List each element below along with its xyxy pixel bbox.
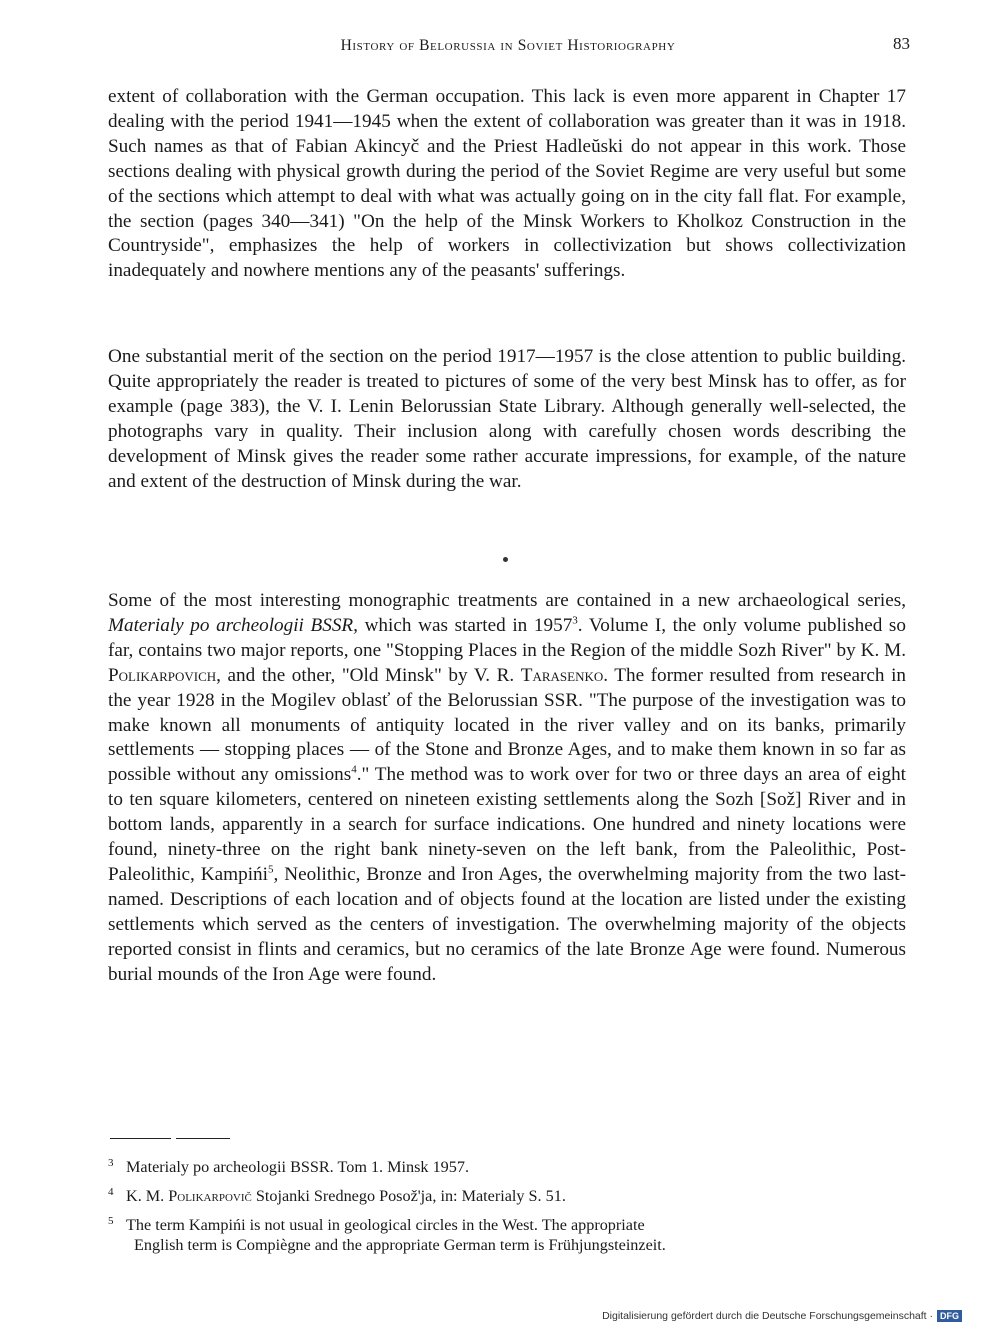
- page-number: 83: [893, 34, 910, 53]
- footnote-rule-left: [110, 1138, 171, 1139]
- footnote-3-text: Materialy po archeologii BSSR. Tom 1. Minsk 1957.: [126, 1158, 469, 1176]
- paragraph-2: One substantial merit of the section on the period 1917—1957 is the close attention to public building. Quite appropriately the reader is treated to pictures of some of the very best Minsk has to offer, as for example (page 383), the V. I. Lenin Belorussian State Library. Although generally well-selected, the photographs vary in quality. Their inclusion along with carefully chosen words describing the development of Minsk gives the reader some rather accurate impressions, for example, of the nature and extent of the destruction of Minsk during the war.: [108, 346, 906, 492]
- series-title: Materialy po archeologii BSSR,: [108, 614, 358, 636]
- footnote-5-line-1: The term Kampińi is not usual in geological circles in the West. The appropriate: [126, 1216, 645, 1234]
- footnote-rule-right: [176, 1138, 230, 1139]
- author-name-polikarpovich: Polikarpovich: [108, 664, 217, 686]
- paragraph-1: extent of collaboration with the German occupation. This lack is even more apparent in Chapter 17 dealing with the period 1941—1945 when the extent of collaboration was greater than it was in 1918. Such names as that of Fabian Akincyč and the Priest Hadleŭski do not appear in this work. Those sections dealing with physical growth during the period of the Soviet Regime are very useful but some of the sections which attempt to deal with what was actually going on in the city fall flat. For example, the section (pages 340—341) "On the help of the Minsk Workers to Kholkoz Construction in the Countryside", emphasizes the help of workers in collectivization but shows collectivization inadequately and nowhere mentions any of the peasants' sufferings.: [108, 86, 906, 282]
- footnote-5-line-2: English term is Compiègne and the appropriate German term is Frühjungsteinzeit.: [134, 1236, 666, 1254]
- credit-text: Digitalisierung gefördert durch die Deutsche Forschungsgemeinschaft ·: [602, 1310, 933, 1322]
- paragraph-3-text-g: , Neolithic, Bronze and Iron Ages, the overwhelming majority from the two last-named. Descriptions of each location and of objects found at the location are listed under the existing settlements which served as the centers of investigation. The overwhelming majority of the objects reported consist in flints and ceramics, but no ceramics of the late Bronze Age were found. Numerous burial mounds of the Iron Age were found.: [108, 863, 906, 985]
- footnote-4-text: Stojanki Srednego Posož'ja, in: Materialy S. 51.: [251, 1187, 566, 1205]
- dfg-logo: DFG: [937, 1310, 962, 1322]
- paragraph-3-text-c: . Volume I, the only volume published so far, contains two major reports, one "Stopping Places in the Region of the middle Sozh River" by K. M.: [108, 614, 906, 661]
- digitization-credit: [602, 1310, 962, 1322]
- paragraph-3: [108, 589, 906, 988]
- paragraph-3-text-e: . The former resulted from research in the year 1928 in the Mogilev oblasť of the Belorussian SSR. "The purpose of the investigation was to make known all monuments of antiquity located in the river valley and on its banks, primarily settlements — stopping places — of the Stone and Bronze Ages, and to make them known in so far as possible without any omissions: [108, 664, 906, 786]
- paragraph-3-text-d: , and the other, "Old Minsk" by V. R.: [216, 664, 521, 686]
- footnote-3: 3 Materialy po archeologii BSSR. Tom 1. Minsk 1957.: [108, 1156, 469, 1176]
- footnote-ref-5[interactable]: 5: [267, 863, 274, 876]
- footnote-ref-4[interactable]: 4: [351, 763, 357, 776]
- paragraph-3-text-a: Some of the most interesting monographic treatments are contained in a new archaeological series,: [108, 590, 906, 611]
- running-title: History of Belorussia in Soviet Historiography: [340, 37, 676, 54]
- footnote-4: 4 K. M. Polikarpovič Stojanki Srednego Posož'ja, in: Materialy S. 51.: [108, 1185, 566, 1205]
- paragraph-3-text-b: which was started in 1957: [357, 614, 573, 636]
- footnote-4-author: K. M. Polikarpovič: [126, 1187, 252, 1205]
- paragraph-3-text-f: ." The method was to work over for two or three days an area of eight to ten square kilometers, centered on nineteen existing settlements along the Sozh [Sož] River and in bottom lands, apparently in a search for surface indications. One hundred and ninety locations were found, ninety-three on the right bank ninety-seven on the left bank, from the Paleolithic, Post-Paleolithic, Kampińi: [108, 764, 906, 885]
- section-divider-dot: [503, 557, 508, 562]
- author-name-tarasenko: Tarasenko: [520, 664, 604, 686]
- footnote-5: 5 The term Kampińi is not usual in geological circles in the West. The appropriate English term is Compiègne and the appropriate German term is Frühjungsteinzeit.: [108, 1215, 908, 1255]
- running-header: [108, 34, 908, 60]
- footnote-ref-3[interactable]: 3: [572, 614, 578, 627]
